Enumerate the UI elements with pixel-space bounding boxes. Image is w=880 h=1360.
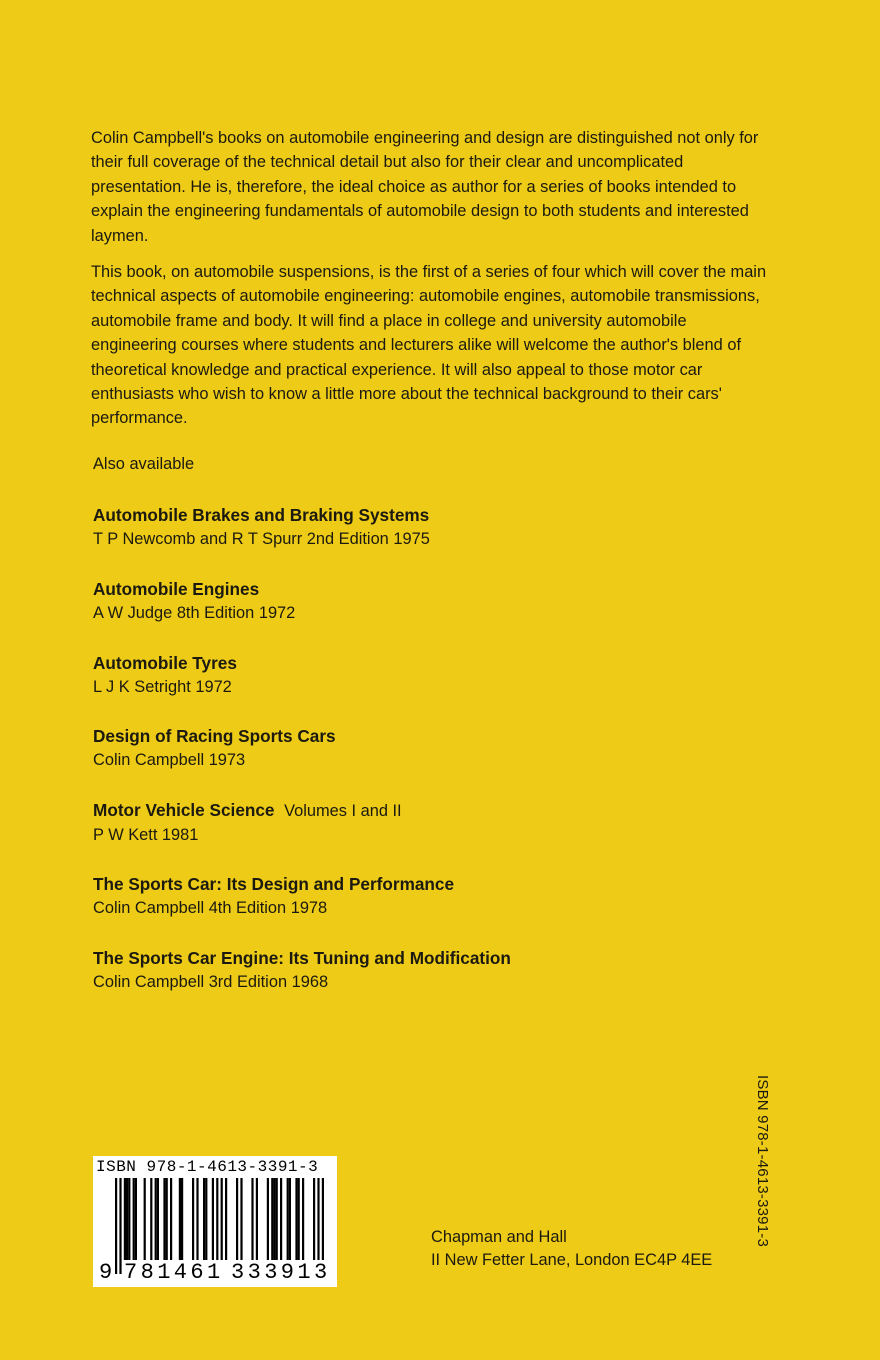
barcode-bar <box>276 1178 278 1260</box>
barcode-bar <box>295 1178 297 1260</box>
book-title: Design of Racing Sports Cars <box>93 726 336 747</box>
blurb <box>91 126 771 443</box>
book-author-line: Colin Campbell 1973 <box>93 751 246 770</box>
blurb-paragraph-1: Colin Campbell's books on automobile engineering and design are distinguished not only for their full coverage of the technical detail but also for their clear and uncomplicated presentation. He is, therefore, the ideal choice as author for a series of books intended to explain the engineering fundamentals of automobile design to both students and interested laymen. <box>91 129 759 245</box>
barcode-bar <box>273 1178 275 1260</box>
barcode-first-digit: 9 <box>99 1260 115 1286</box>
barcode-bar <box>157 1178 159 1260</box>
book-author-line: Colin Campbell 3rd Edition 1968 <box>93 972 329 991</box>
also-available-label: Also available <box>93 455 195 473</box>
barcode-bar <box>170 1178 172 1260</box>
publisher-address: II New Fetter Lane, London EC4P 4EE <box>431 1251 713 1269</box>
barcode-bar <box>280 1178 282 1260</box>
barcode-bar <box>240 1178 242 1260</box>
barcode-bar <box>236 1178 238 1260</box>
barcode-bar <box>205 1178 207 1260</box>
barcode-isbn-text: ISBN 978-1-4613-3391-3 <box>96 1158 319 1176</box>
book-title: The Sports Car: Its Design and Performance <box>93 873 455 894</box>
barcode-bar <box>124 1178 126 1260</box>
barcode-guard-bar <box>115 1178 117 1274</box>
blurb-paragraph-2: This book, on automobile suspensions, is the first of a series of four which will cover the main technical aspects of automobile engineering: automobile engines, automobile transmissions, automobile frame and body. It will find a place in college and university automobile engineering courses where students and lecturers alike will welcome the author's blend of theoretical knowledge and practical experience. It will also appeal to those motor car enthusiasts who wish to know a little more about the technical background to their cars' performance. <box>91 263 767 428</box>
barcode-bar <box>150 1178 152 1260</box>
book-item <box>93 798 733 872</box>
barcode-guard-bar <box>119 1178 121 1274</box>
barcode-bar <box>313 1178 315 1260</box>
isbn-vertical: ISBN 978-1-4613-3391-3 <box>754 1075 771 1248</box>
barcode-bar <box>225 1178 227 1260</box>
book-item <box>93 577 733 651</box>
barcode-bar <box>144 1178 146 1260</box>
book-item <box>93 651 733 725</box>
publisher-name: Chapman and Hall <box>431 1228 567 1246</box>
barcode-bar <box>251 1178 253 1260</box>
barcode-bar <box>179 1178 181 1260</box>
book-title: Automobile Brakes and Braking Systems <box>93 505 430 525</box>
barcode-bar <box>126 1178 128 1260</box>
book-item <box>93 724 733 798</box>
book-item <box>93 503 733 577</box>
publisher-block <box>431 1226 712 1272</box>
book-title: Automobile Tyres <box>93 652 237 673</box>
barcode-bar <box>128 1178 130 1260</box>
book-author-line: T P Newcomb and R T Spurr 2nd Edition 1975 <box>93 530 430 548</box>
barcode-bar <box>181 1178 183 1260</box>
book-subtitle: Volumes I and II <box>284 802 402 821</box>
barcode <box>93 1156 337 1287</box>
barcode-bar <box>298 1178 300 1260</box>
book-item <box>93 946 733 1020</box>
book-title: Automobile Engines <box>93 578 260 599</box>
barcode-right-digits: 333913 <box>231 1260 331 1285</box>
barcode-bar <box>212 1178 214 1260</box>
barcode-bar <box>192 1178 194 1260</box>
barcode-left-digits: 781461 <box>124 1260 224 1285</box>
barcode-bar <box>302 1178 304 1260</box>
barcode-bar <box>133 1178 135 1260</box>
book-title: The Sports Car Engine: Its Tuning and Modification <box>93 947 511 968</box>
book-author-line: L J K Setright 1972 <box>93 677 232 696</box>
book-author-line: Colin Campbell 4th Edition 1978 <box>93 898 328 917</box>
barcode-bar <box>256 1178 258 1260</box>
barcode-bar <box>287 1178 289 1260</box>
book-author-line: A W Judge 8th Edition 1972 <box>93 603 296 622</box>
barcode-bar <box>203 1178 205 1260</box>
barcode-bar <box>196 1178 198 1260</box>
barcode-bar <box>163 1178 165 1260</box>
barcode-bar <box>135 1178 137 1260</box>
book-item <box>93 872 733 946</box>
barcode-bar <box>155 1178 157 1260</box>
barcode-bar <box>166 1178 168 1260</box>
barcode-bar <box>267 1178 269 1260</box>
book-title: Motor Vehicle Science <box>93 800 275 821</box>
barcode-bar <box>289 1178 291 1260</box>
book-list <box>93 503 733 1020</box>
barcode-bar <box>271 1178 273 1260</box>
book-author-line: P W Kett 1981 <box>93 826 199 845</box>
